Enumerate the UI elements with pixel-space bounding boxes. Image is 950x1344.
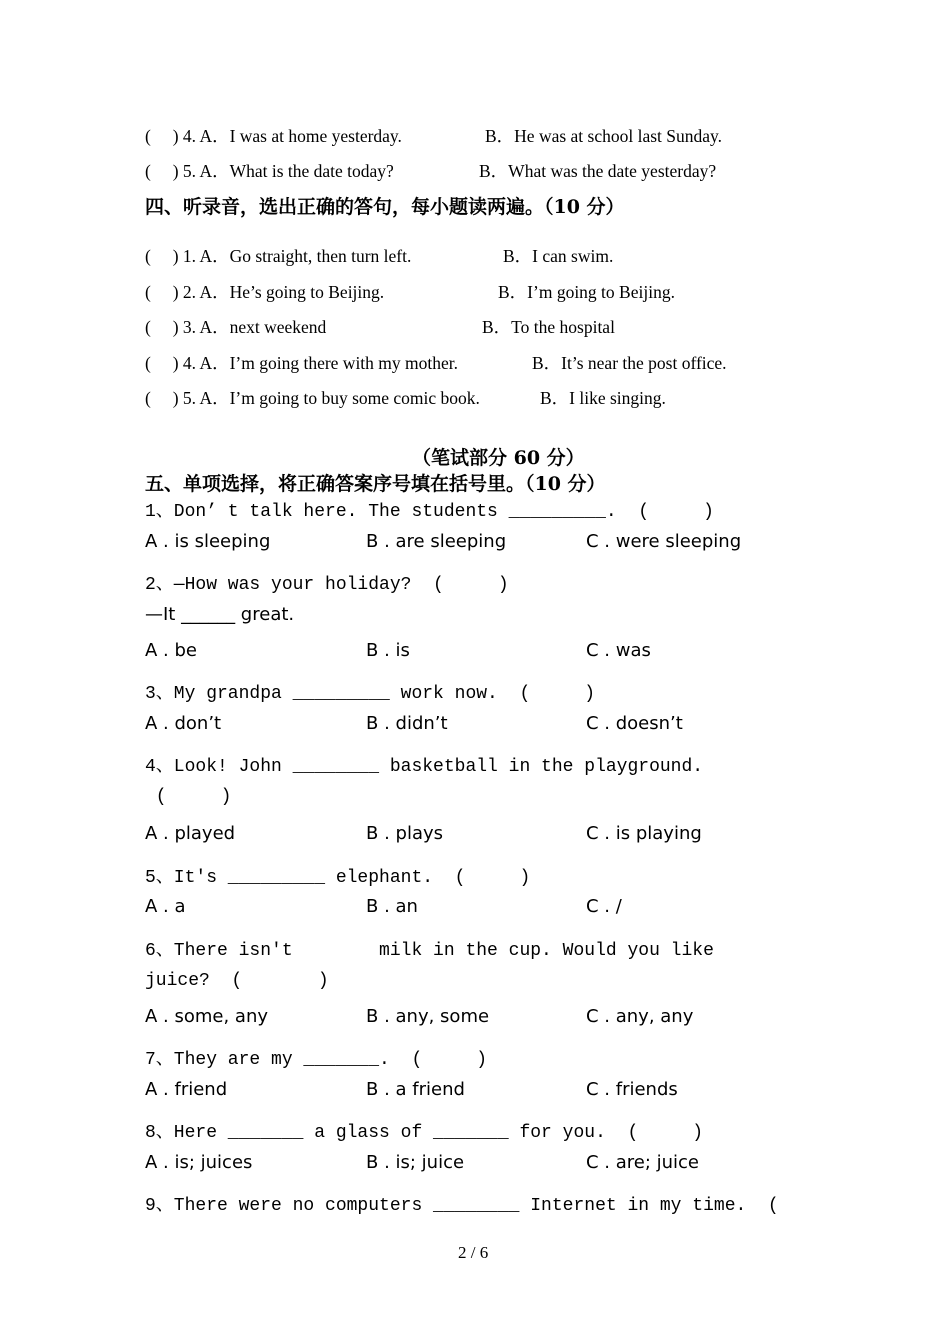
q7-option-c: C . friends [586, 1079, 678, 1100]
q8-option-b: B . is; juice [366, 1152, 465, 1173]
s4-item-2-a: ( ) 2. A．He’s going to Beijing. [145, 282, 385, 302]
q3-stem: 3、My grandpa _________ work now. ( ) [145, 684, 596, 704]
s4-item-4-a: ( ) 4. A．I’m going there with my mother. [145, 353, 459, 373]
q2-stem: 2、—How was your holiday? ( ) [145, 575, 509, 595]
s4-item-3-a: ( ) 3. A．next weekend [145, 317, 327, 337]
q6-option-b: B . any, some [366, 1006, 490, 1027]
q7-stem: 7、They are my _______. ( ) [145, 1050, 488, 1070]
q4-option-c: C . is playing [586, 823, 702, 844]
q6-option-a: A . some, any [145, 1006, 269, 1027]
q6-stem-line2: juice? ( ) [145, 971, 329, 991]
q1-option-b: B . are sleeping [366, 531, 507, 552]
q5-option-b: B . an [366, 896, 418, 917]
q2-stem-answer: —It ______ great. [145, 604, 295, 625]
s4-item-4-b: B．It’s near the post office. [532, 353, 727, 373]
q2-option-b: B . is [366, 640, 410, 661]
q8-option-a: A . is; juices [145, 1152, 253, 1173]
page-number: 2 / 6 [458, 1243, 489, 1262]
q1-option-c: C . were sleeping [586, 531, 742, 552]
s4-item-1-a: ( ) 1. A．Go straight, then turn left. [145, 246, 412, 266]
q6-stem: 6、There isn't milk in the cup. Would you like [145, 941, 714, 961]
q5-option-a: A . a [145, 896, 186, 917]
q4-stem: 4、Look! John ________ basketball in the playground. [145, 757, 704, 777]
q3-option-b: B . didn’t [366, 713, 448, 734]
section-4-heading: 四、听录音，选出正确的答句，每小题读两遍。（10 分） [145, 196, 625, 218]
listening-item-5-b: B．What was the date yesterday? [479, 161, 717, 181]
q4-option-a: A . played [145, 823, 236, 844]
s4-item-1-b: B．I can swim. [503, 246, 614, 266]
q2-option-a: A . be [145, 640, 197, 661]
q4-option-b: B . plays [366, 823, 444, 844]
q4-stem-bracket: ( ) [145, 787, 232, 807]
s4-item-5-b: B．I like singing. [540, 388, 666, 408]
q6-option-c: C . any, any [586, 1006, 694, 1027]
q9-stem: 9、There were no computers ________ Internet in my time. ( [145, 1196, 779, 1216]
s4-item-5-a: ( ) 5. A．I’m going to buy some comic book. [145, 388, 480, 408]
q8-option-c: C . are; juice [586, 1152, 700, 1173]
listening-item-4-b: B．He was at school last Sunday. [485, 126, 723, 146]
q2-option-c: C . was [586, 640, 651, 661]
section-5-heading: 五、单项选择，将正确答案序号填在括号里。（10 分） [145, 473, 606, 495]
q8-stem: 8、Here _______ a glass of _______ for you. ( ) [145, 1123, 704, 1143]
q1-stem: 1、Don’ t talk here. The students _________. ( ) [145, 502, 714, 522]
s4-item-3-b: B．To the hospital [482, 317, 615, 337]
s4-item-2-b: B．I’m going to Beijing. [498, 282, 675, 302]
written-part-title: （笔试部分 60 分） [412, 447, 585, 469]
q1-option-a: A . is sleeping [145, 531, 271, 552]
q3-option-a: A . don’t [145, 713, 222, 734]
q7-option-a: A . friend [145, 1079, 228, 1100]
q3-option-c: C . doesn’t [586, 713, 683, 734]
q7-option-b: B . a friend [366, 1079, 465, 1100]
q5-option-c: C . / [586, 896, 622, 917]
q5-stem: 5、It's _________ elephant. ( ) [145, 868, 531, 888]
listening-item-4-a: ( ) 4. A．I was at home yesterday. [145, 126, 402, 146]
listening-item-5-a: ( ) 5. A．What is the date today? [145, 161, 394, 181]
